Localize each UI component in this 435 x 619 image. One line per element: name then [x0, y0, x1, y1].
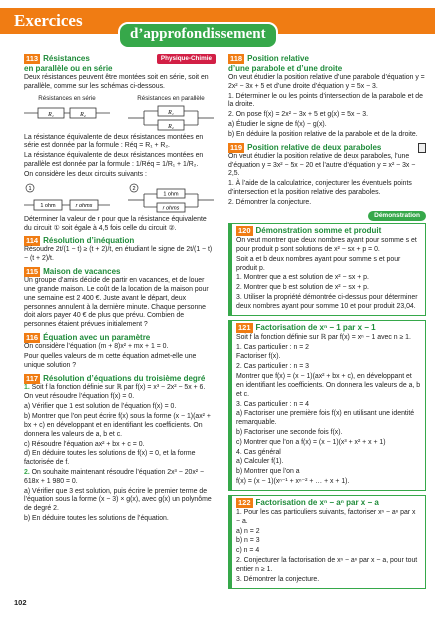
question: 1. Déterminer le ou les points d’intersection de la parabole et de la droite.: [228, 92, 423, 109]
question: [24, 469, 216, 487]
paragraph: Pour quelles valeurs de m cette équation admet-elle une unique solution ?: [24, 352, 197, 369]
demonstration-badge: [228, 211, 426, 221]
exercise-number: 118: [230, 54, 243, 63]
subquestion: b) Montrer que l’on a: [236, 468, 300, 476]
calculator-icon: [418, 143, 426, 153]
exercise-title-line2: d’une parabole et d’une droite: [228, 64, 343, 73]
exercise-number: 114: [26, 236, 39, 246]
exercise-number: 119: [230, 142, 243, 152]
exercise-120: [228, 223, 426, 316]
page-header: [0, 0, 435, 52]
exercise-title: Maison de vacances: [43, 267, 121, 277]
circuit-parallele: [128, 95, 214, 131]
subquestion: a) n = 2: [236, 527, 260, 535]
exercise-title: Démonstration somme et produit: [255, 226, 382, 236]
question: 1. Pour les cas particuliers suivants, factoriser xⁿ − aⁿ par x − a.: [236, 508, 416, 525]
right-column: [228, 54, 426, 593]
subquestion: a) Vérifier que 1 est solution de l’équation f(x) = 0.: [24, 403, 177, 411]
question: 2. Cas particulier : n = 3: [236, 363, 309, 371]
question: 4. Cas général: [236, 448, 281, 456]
r2-label: R₂: [80, 111, 86, 118]
exercise-title: Position relative: [247, 54, 309, 63]
header-subtitle: d’approfondissement: [118, 22, 278, 49]
exercise-114: [24, 236, 216, 264]
paragraph: On souhaite maintenant résoudre l’équation 2x³ − 20x² − 618x + 1 980 = 0.: [24, 469, 205, 485]
circuit-2: [128, 183, 214, 213]
label-para: Résistances en parallèle: [137, 94, 205, 102]
exercise-121: [228, 320, 426, 491]
subquestion: c) Résoudre l’équation ax² + bx + c = 0.: [24, 440, 145, 448]
exercise-118: [228, 54, 426, 140]
circuits-row: [24, 183, 216, 213]
subquestion: b) n = 3: [236, 537, 260, 545]
schemas-row: [24, 95, 216, 131]
circuit-1: [24, 183, 110, 213]
subquestion: c) n = 4: [236, 547, 260, 555]
exercise-title: Résistances: [43, 54, 90, 63]
paragraph: Un groupe d’amis décide de partir en vacances, et de louer une grande maison. Le coût de la location de la maison pour une semaine est 2 400 €. Juste avant le départ, deux personnes annulent à la dernière minute. Chaque personne doit alors payer 40 € de plus que prévu. Combien de personnes étaient prévues initialement ?: [24, 277, 209, 329]
paragraph: On considère les deux circuits suivants :: [24, 170, 147, 178]
subquestion: a) Factoriser une première fois f(x) en utilisant une identité remarquable.: [236, 410, 415, 427]
exercise-title: Factorisation de xⁿ − aⁿ par x − a: [255, 497, 379, 507]
ohm-label: 1 ohm: [40, 202, 56, 209]
question: 2. Montrer que b est solution de x² − sx + p.: [236, 284, 369, 292]
paragraph: Soit a et b deux nombres ayant pour somme s et pour produit p.: [236, 255, 401, 272]
exercise-number: 117: [26, 373, 39, 383]
exercise-119: [228, 143, 426, 208]
exercise-number: 121: [238, 322, 251, 332]
subquestion: a) Vérifier que 3 est solution, puis écrire le premier terme de l’équation sous la forme (x − 3) × g(x), avec g(x) un polynôme de degré 2.: [24, 487, 212, 513]
subquestion: b) En déduire toutes les solutions de l’équation.: [24, 515, 169, 523]
item-number: 1.: [24, 383, 30, 391]
question: 1. Montrer que a est solution de x² − sx + p.: [236, 274, 369, 282]
label-serie: Résistances en série: [38, 94, 96, 102]
exercise-117: [24, 374, 216, 524]
exercise-number: 115: [26, 267, 39, 277]
question: 3. Cas particulier : n = 4: [236, 400, 309, 408]
exercise-title: Équation avec un paramètre: [43, 333, 151, 343]
subquestion: b) Factoriser une seconde fois f(x).: [236, 428, 343, 436]
subquestion: b) Montrer que l’on peut écrire f(x) sous la forme (x − 1)(ax² + bx + c) en développant et en identifiant les coefficients. On donnera les valeurs de a, b et c.: [24, 413, 211, 438]
exercise-115: [24, 267, 216, 330]
exercise-title: Position relative de deux paraboles: [247, 142, 382, 152]
exercise-122: [228, 495, 426, 589]
exercise-number: 122: [238, 497, 251, 507]
paragraph: Soit f la fonction définie sur ℝ par f(x) = xⁿ − 1 avec n ≥ 1.: [236, 333, 411, 341]
page-number: 102: [14, 598, 27, 607]
paragraph: Déterminer la valeur de r pour que la résistance équivalente du circuit ① soit égale à 4,5 fois celle du circuit ②.: [24, 215, 207, 232]
question: 2. Démontrer la conjecture.: [228, 198, 312, 206]
exercise-number: 116: [26, 333, 39, 343]
left-column: [24, 54, 216, 527]
demonstration-label: Démonstration: [368, 211, 426, 221]
r2-label: R₂: [168, 123, 174, 130]
question: 3. Utiliser la propriété démontrée ci-dessus pour déterminer deux nombres ayant pour somme 10 et pour produit 23,04.: [236, 294, 418, 310]
subquestion: d) En déduire toutes les solutions de f(x) = 0, et la forme factorisée de f.: [24, 450, 196, 467]
subquestion: c) Montrer que l’on a f(x) = (x − 1)(x³ + x² + x + 1): [236, 438, 386, 446]
paragraph: Deux résistances peuvent être montées soit en série, soit en parallèle, comme sur les schémas ci-dessous.: [24, 74, 209, 90]
question: 2. On pose f(x) = 2x² − 3x + 5 et g(x) = 5x − 3.: [228, 111, 368, 119]
circuit-1-number: 1: [28, 185, 32, 192]
r1-label: R₁: [48, 111, 54, 118]
question: 1. À l’aide de la calculatrice, conjecturer les éventuels points d’intersection et la position relative des paraboles.: [228, 180, 412, 197]
question: [24, 384, 216, 393]
paragraph: Soit f la fonction définie sur ℝ par f(x) = x³ − 2x² − 5x + 6.: [31, 383, 206, 391]
circuit-serie: [24, 95, 110, 131]
exercise-113: [24, 54, 216, 233]
subquestion: a) Étudier le signe de f(x) − g(x).: [228, 121, 327, 129]
paragraph: La résistance équivalente de deux résistances montées en série est donnée par la formule : Réq = R₁ + R₂.: [24, 133, 204, 150]
circuit-parallele-diagram: [128, 105, 214, 131]
paragraph: Résoudre 2t/(1 − t) ≥ (t + 2)/t, en étudiant le signe de 2t/(1 − t) − (t + 2)/t.: [24, 246, 213, 263]
r-ohms-label: r ohms: [75, 202, 93, 209]
ohm-label: 1 ohm: [163, 191, 179, 198]
r1-label: R₁: [168, 109, 174, 116]
circuit-2-number: 2: [132, 185, 136, 192]
subject-tag: Physique-Chimie: [157, 54, 216, 64]
exercise-title-line2: en parallèle ou en série: [24, 64, 113, 74]
paragraph: On veut étudier la position relative de deux paraboles, l’une d’équation y = 3x² − 5x − 20 et l’autre d’équation y = x² − 3x − 2,5.: [228, 152, 416, 178]
question-text: Montrer que f(x) = (x − 1)(ax² + bx + c), en développant et en identifiant les coefficients. On donnera les valeurs de a, b et c.: [236, 373, 421, 398]
exercise-116: [24, 333, 216, 370]
subquestion: b) En déduire la position relative de la parabole et de la droite.: [228, 130, 418, 138]
exercise-title: Résolution d’équations du troisième degré: [43, 373, 206, 383]
exercise-title: Factorisation de xⁿ − 1 par x − 1: [255, 322, 376, 332]
question-text: Factoriser f(x).: [236, 353, 281, 361]
formula: f(x) = (x − 1)(xⁿ⁻¹ + xⁿ⁻² + … + x + 1).: [236, 478, 350, 486]
paragraph: On veut étudier la position relative d’une parabole d’équation y = 2x² − 3x + 5 et d’une droite d’équation y = 5x − 3.: [228, 74, 425, 90]
exercise-number: 120: [238, 226, 251, 236]
paragraph: On veut résoudre l’équation f(x) = 0.: [24, 393, 135, 401]
paragraph: On considère l’équation (m + 8)x² + mx + 1 = 0.: [24, 343, 169, 351]
question: 1. Cas particulier : n = 2: [236, 343, 309, 351]
r-ohms-label: r ohms: [162, 205, 180, 212]
circuit-serie-diagram: [24, 105, 110, 121]
exercise-title: Résolution d’inéquation: [43, 236, 135, 246]
item-number: 2.: [24, 469, 30, 476]
paragraph: La résistance équivalente de deux résistances montées en parallèle est donnée par la formule : 1/Réq = 1/R₁ + 1/R₂.: [24, 152, 204, 169]
paragraph: On veut montrer que deux nombres ayant pour somme s et pour produit p sont solutions de x² − sx + p = 0.: [236, 237, 417, 253]
subquestion: a) Calculer f(1).: [236, 458, 284, 466]
exercise-number: 113: [26, 54, 39, 63]
question: 2. Conjecturer la factorisation de xⁿ − aⁿ par x − a, pour tout entier n ≥ 1.: [236, 557, 418, 573]
header-title: Exercices: [14, 11, 83, 30]
question: 3. Démontrer la conjecture.: [236, 575, 320, 583]
